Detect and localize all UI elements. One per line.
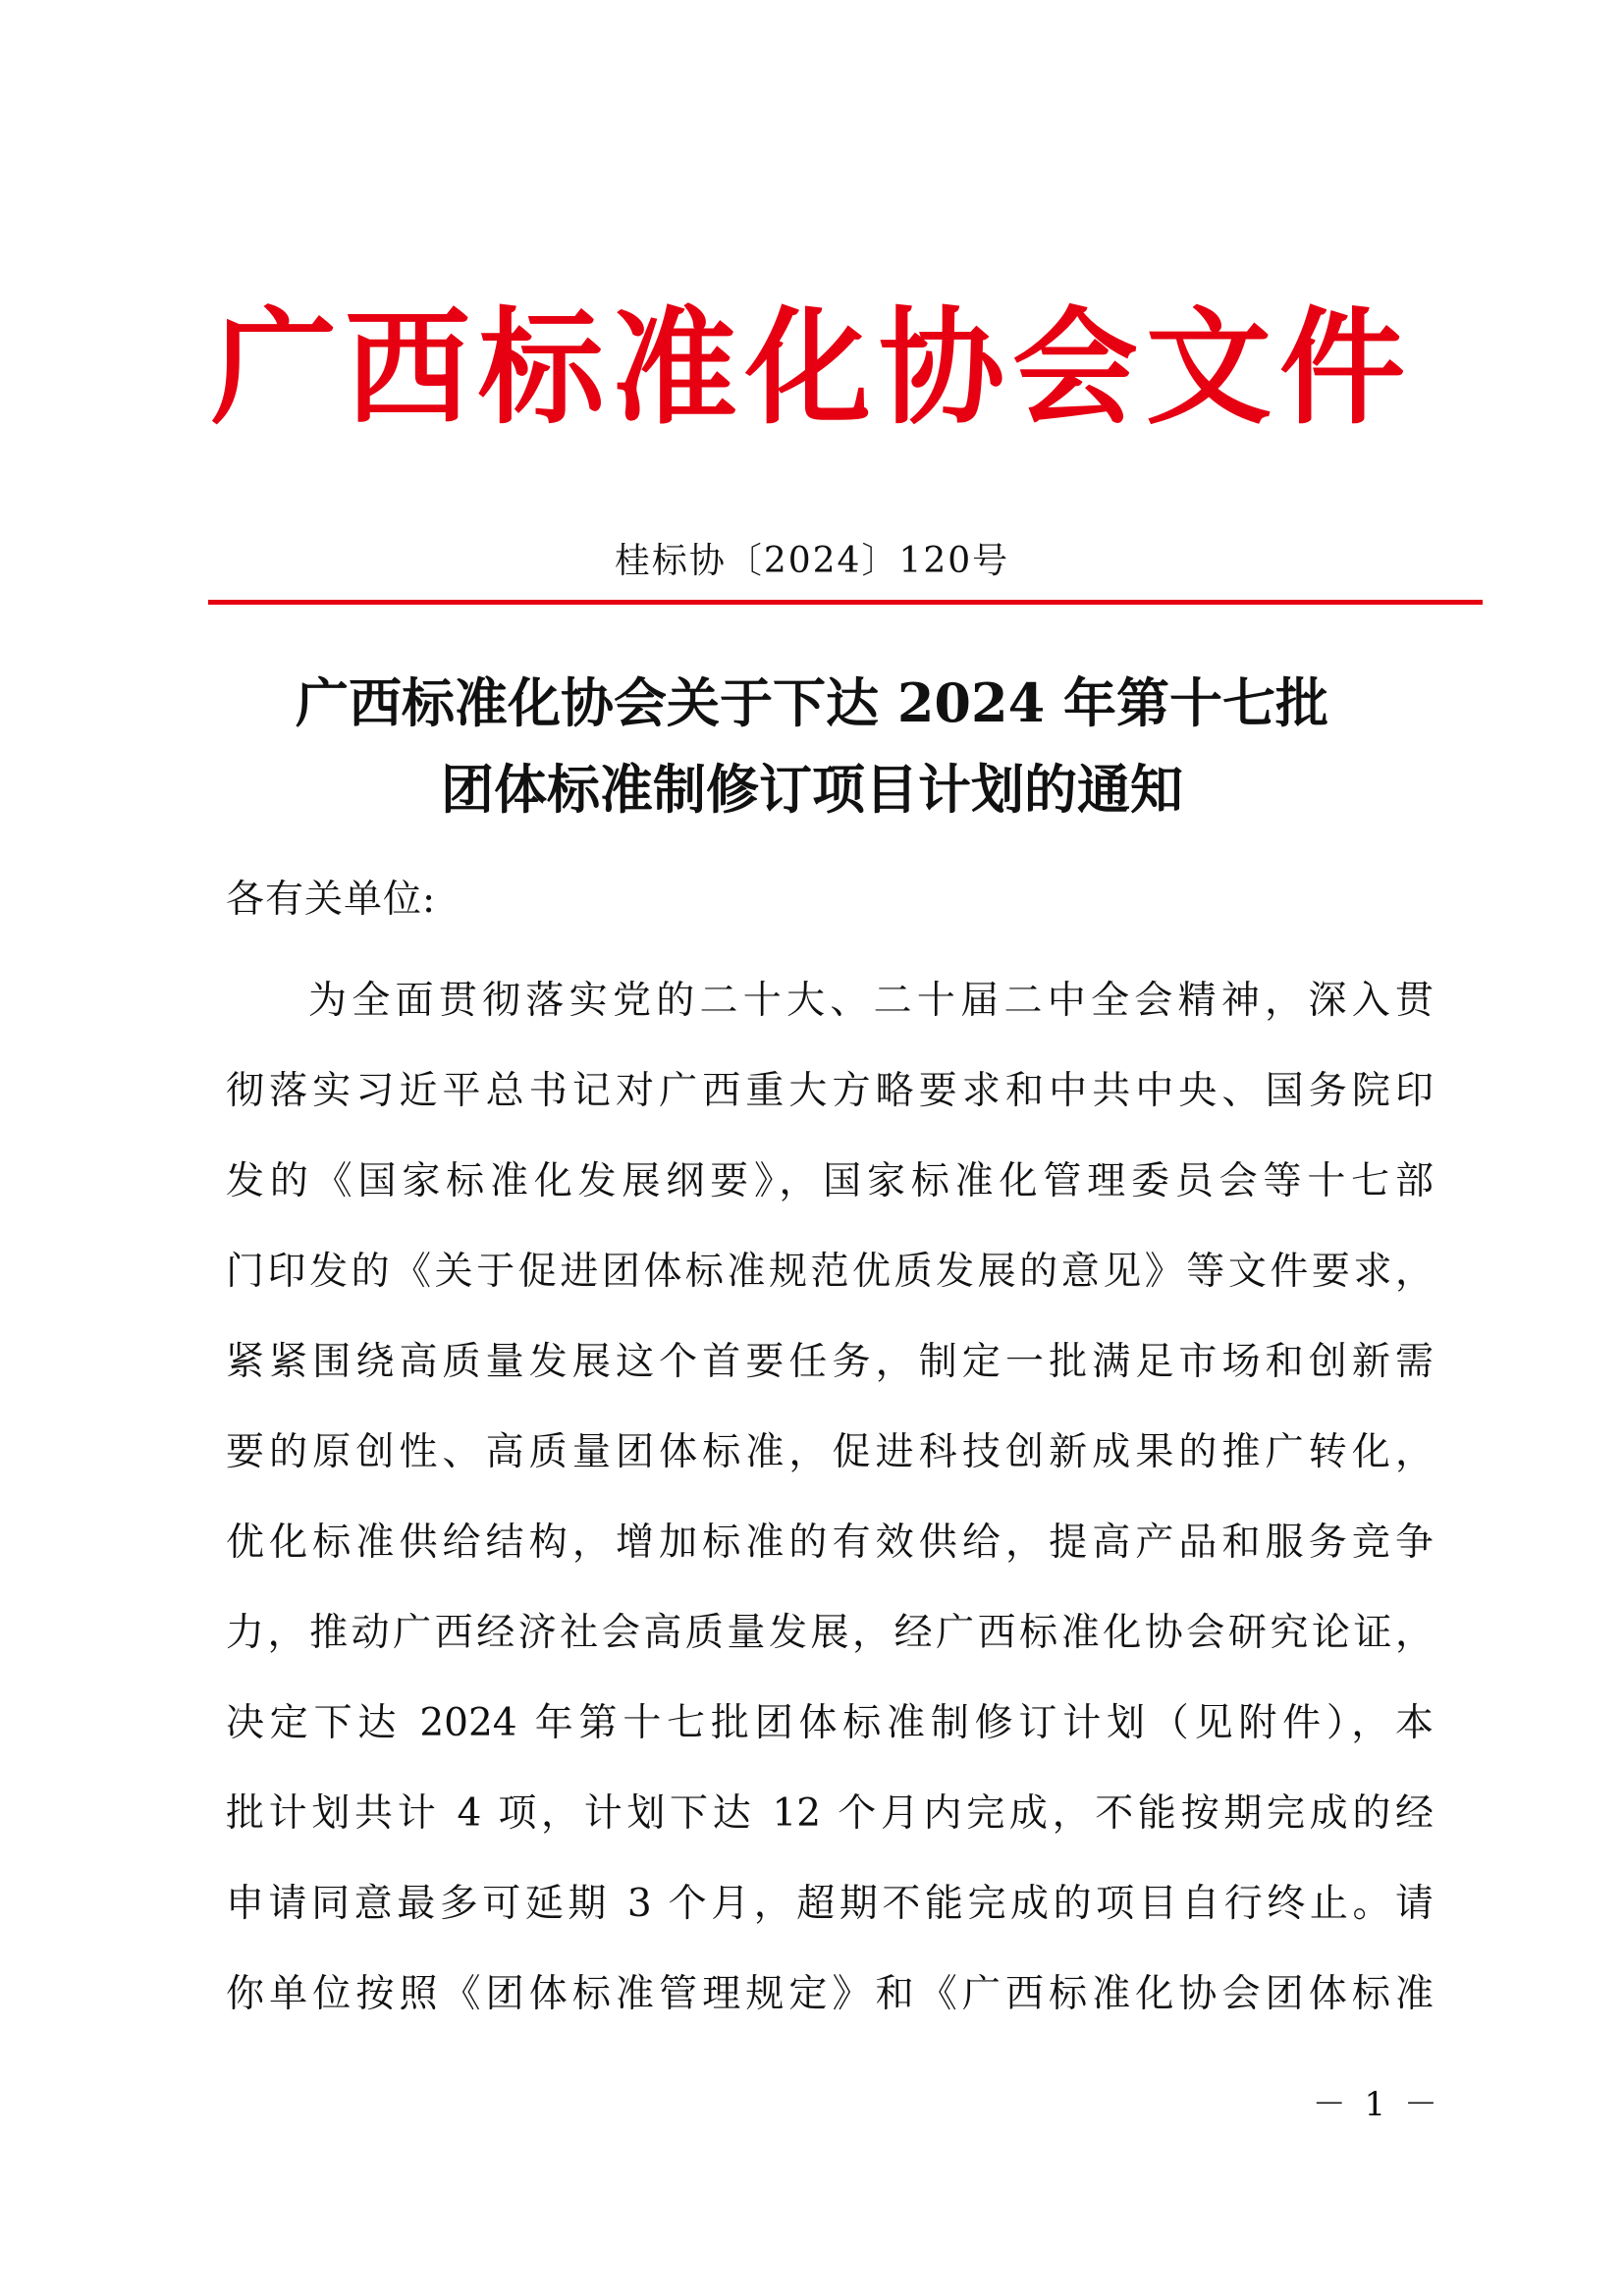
document-number: 桂标协〔2024〕120号 [614, 541, 1010, 581]
body-line: 彻落实习近平总书记对广西重大方略要求和中共中央、国务院印 [226, 1069, 1434, 1113]
page-number: － 1 － [1312, 2085, 1441, 2124]
body-line: 发的《国家标准化发展纲要》，国家标准化管理委员会等十七部 [226, 1159, 1434, 1203]
document-masthead: 广西标准化协会文件 [210, 294, 1413, 442]
body-line: 为全面贯彻落实党的二十大、二十届二中全会精神，深入贯 [308, 979, 1434, 1023]
body-line: 决定下达 2024 年第十七批团体标准制修订计划（见附件），本 [226, 1701, 1434, 1745]
red-separator-line [208, 600, 1483, 605]
body-line: 优化标准供给结构，增加标准的有效供给，提高产品和服务竞争 [226, 1521, 1434, 1565]
body-line: 门印发的《关于促进团体标准规范优质发展的意见》等文件要求， [226, 1250, 1434, 1294]
body-line: 力，推动广西经济社会高质量发展，经广西标准化协会研究论证， [226, 1611, 1434, 1655]
body-line: 申请同意最多可延期 3 个月，超期不能完成的项目自行终止。请 [226, 1882, 1434, 1926]
body-line: 你单位按照《团体标准管理规定》和《广西标准化协会团体标准 [226, 1972, 1434, 2016]
salutation: 各有关单位: [226, 878, 437, 922]
body-line: 紧紧围绕高质量发展这个首要任务，制定一批满足市场和创新需 [226, 1340, 1434, 1384]
notice-title-line-1: 广西标准化协会关于下达 2024 年第十七批 [296, 671, 1328, 734]
body-line: 批计划共计 4 项，计划下达 12 个月内完成，不能按期完成的经 [226, 1791, 1434, 1836]
notice-title [157, 660, 1467, 832]
notice-title-line-2: 团体标准制修订项目计划的通知 [441, 758, 1183, 821]
body-line: 要的原创性、高质量团体标准，促进科技创新成果的推广转化， [226, 1430, 1434, 1474]
body-paragraph [226, 972, 1434, 2056]
